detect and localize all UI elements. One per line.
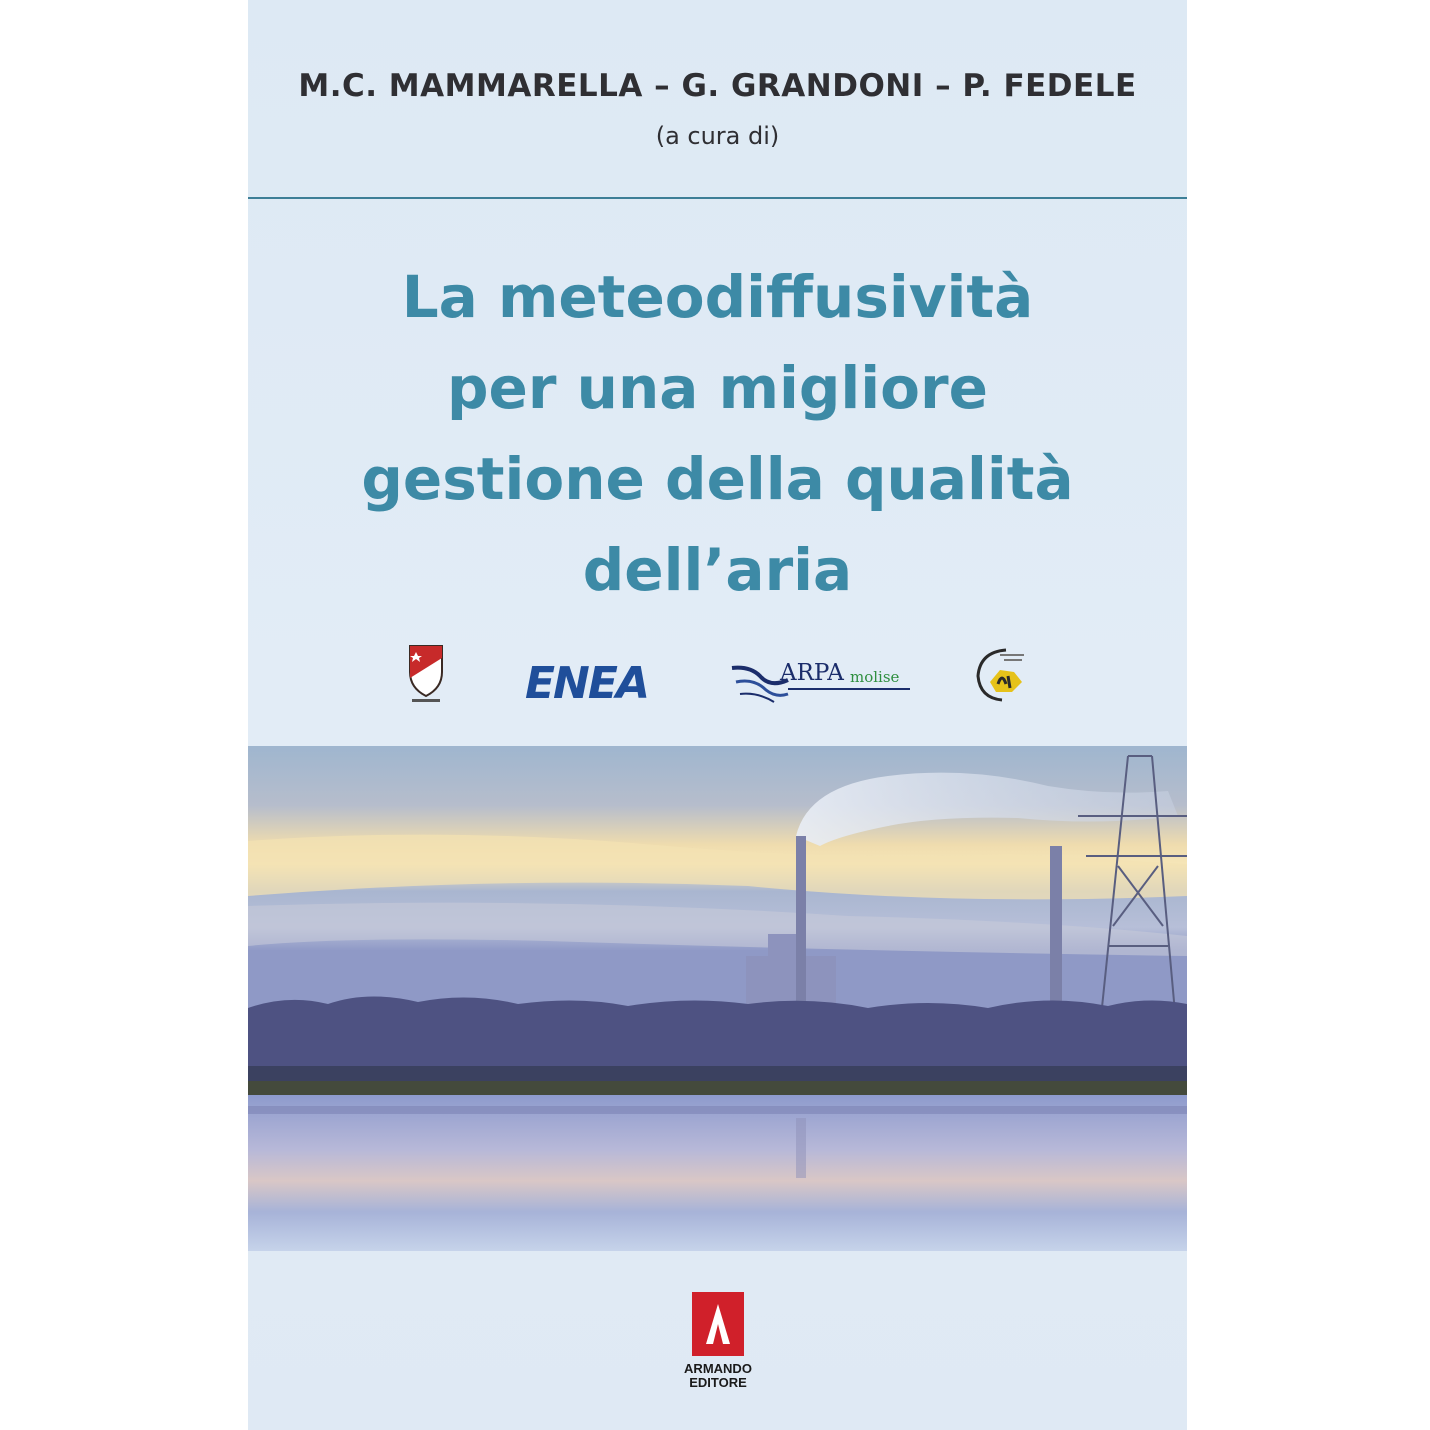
sponsor-logos	[248, 630, 1187, 720]
publisher-logo	[658, 1290, 778, 1410]
publisher-name: ARMANDO	[684, 1361, 752, 1376]
arpa-underline	[788, 688, 910, 690]
regione-molise-shield-logo	[406, 642, 446, 704]
cmi-logo	[970, 642, 1034, 706]
title-line: dell’aria	[582, 536, 853, 604]
arpa-region-text: molise	[850, 668, 900, 686]
power-plant-landscape-photo	[248, 746, 1187, 1251]
armando-a-icon	[690, 1290, 746, 1358]
book-title	[248, 252, 1187, 616]
title-line: La meteodiffusività	[401, 263, 1034, 331]
title-line: per una migliore	[447, 354, 988, 422]
divider-rule	[248, 197, 1187, 199]
editors-note: (a cura di)	[655, 122, 780, 150]
publisher-imprint: EDITORE	[689, 1375, 747, 1390]
arpa-logo-text: ARPA	[780, 660, 844, 686]
enea-logo-text: ENEA	[525, 658, 648, 709]
book-cover	[248, 0, 1187, 1430]
authors: M.C. MAMMARELLA – G. GRANDONI – P. FEDELE	[298, 68, 1137, 104]
title-line: gestione della qualità	[361, 445, 1074, 513]
